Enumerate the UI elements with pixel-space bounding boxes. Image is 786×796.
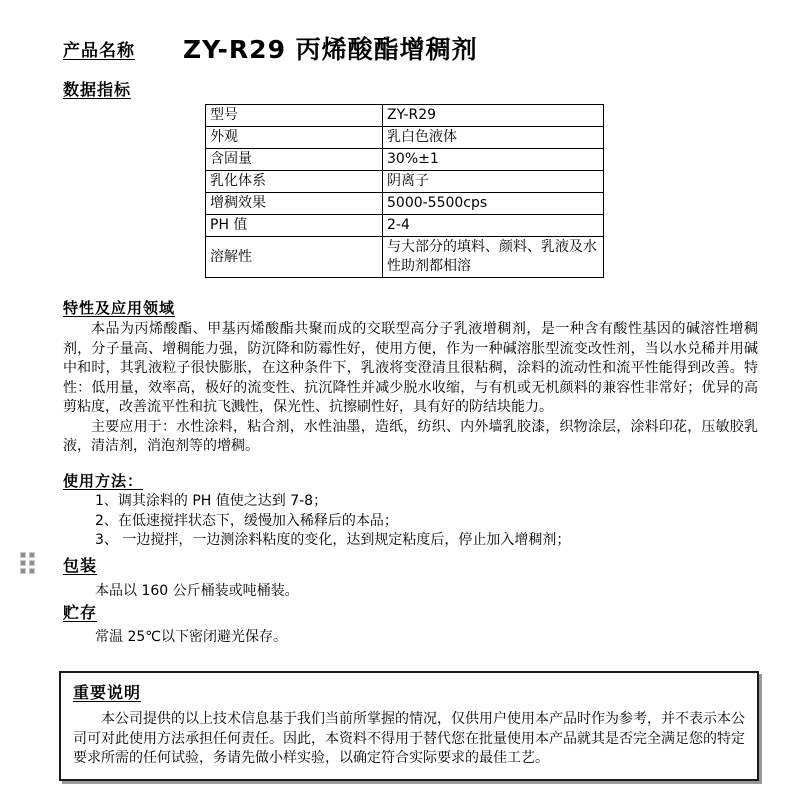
usage-step-3: 3、 一边搅拌，一边测涂料粘度的变化，达到规定粘度后，停止加入增稠剂； [95, 532, 571, 549]
table-row [206, 127, 604, 149]
document-header [63, 30, 478, 66]
spec-value: 与大部分的填料、颜料、乳液及水性助剂都相溶 [383, 237, 604, 278]
table-row [206, 149, 604, 171]
storage-heading: 贮存 [63, 603, 98, 622]
drag-handle-icon[interactable] [21, 553, 34, 573]
table-row [206, 193, 604, 215]
notice-heading: 重要说明 [73, 683, 142, 702]
spec-key: 溶解性 [206, 237, 383, 278]
spec-key: 型号 [206, 105, 383, 127]
table-row [206, 215, 604, 237]
notice-body [73, 710, 745, 769]
usage-steps [95, 492, 570, 551]
table-row [206, 171, 604, 193]
spec-value: 乳白色液体 [383, 127, 604, 149]
spec-key: 增稠效果 [206, 193, 383, 215]
usage-heading: 使用方法： [63, 472, 144, 490]
features-paragraph-1: 本品为丙烯酸酯、甲基丙烯酸酯共聚而成的交联型高分子乳液增稠剂，是一种含有酸性基因的碱溶性增稠剂，分子量高、增稠能力强，防沉降和防霉性好，使用方便，作为一种碱溶胀型流变改性剂，当以水兑稀并用碱中和时，其乳液粒子很快膨胀，在这种条件下，乳液将变澄清且很粘稠，涂料的流动性和流平性能得到改善。特性：低用量，效率高，极好的流变性、抗沉降性并减少脱水收缩，与有机或无机颜料的兼容性非常好；优异的高剪粘度，改善流平性和抗飞溅性，保光性、抗擦刷性好，具有好的防结块能力。 [63, 321, 758, 415]
data-indicators-heading: 数据指标 [63, 80, 132, 99]
spec-value: 阴离子 [383, 171, 604, 193]
spec-key: 含固量 [206, 149, 383, 171]
spec-table [205, 104, 604, 278]
spec-key: 乳化体系 [206, 171, 383, 193]
table-row [206, 105, 604, 127]
usage-step-1: 1、调其涂料的 PH 值使之达到 7-8； [95, 493, 328, 509]
page-title: ZY-R29 丙烯酸酯增稠剂 [183, 35, 478, 64]
features-body [63, 320, 758, 457]
packaging-heading: 包装 [63, 556, 98, 575]
spec-value: 5000-5500cps [383, 193, 604, 215]
product-name-label: 产品名称 [63, 40, 135, 61]
usage-step-2: 2、在低速搅拌状态下，缓慢加入稀释后的本品； [95, 512, 398, 529]
notice-paragraph: 本公司提供的以上技术信息基于我们当前所掌握的情况，仅供用户使用本产品时作为参考，并不表示本公司可对此使用方法承担任何责任。因此，本资料不得用于替代您在批量使用本产品就其是否完全满足您的特定要求所需的任何试验，务请先做小样实验，以确定符合实际要求的最佳工艺。 [73, 711, 745, 766]
features-paragraph-2: 主要应用于：水性涂料，粘合剂，水性油墨，造纸，纺织、内外墙乳胶漆，织物涂层，涂料印花，压敏胶乳液，清洁剂，消泡剂等的增稠。 [63, 418, 758, 454]
table-row [206, 237, 604, 278]
important-notice-box [59, 671, 759, 781]
spec-value: 30%±1 [383, 149, 604, 171]
storage-text: 常温 25℃以下密闭避光保存。 [95, 629, 287, 645]
spec-key: 外观 [206, 127, 383, 149]
spec-value: 2-4 [383, 215, 604, 237]
spec-value: ZY-R29 [383, 105, 604, 127]
packaging-text: 本品以 160 公斤桶装或吨桶装。 [95, 583, 299, 599]
features-heading: 特性及应用领域 [63, 299, 176, 317]
spec-key: PH 值 [206, 215, 383, 237]
